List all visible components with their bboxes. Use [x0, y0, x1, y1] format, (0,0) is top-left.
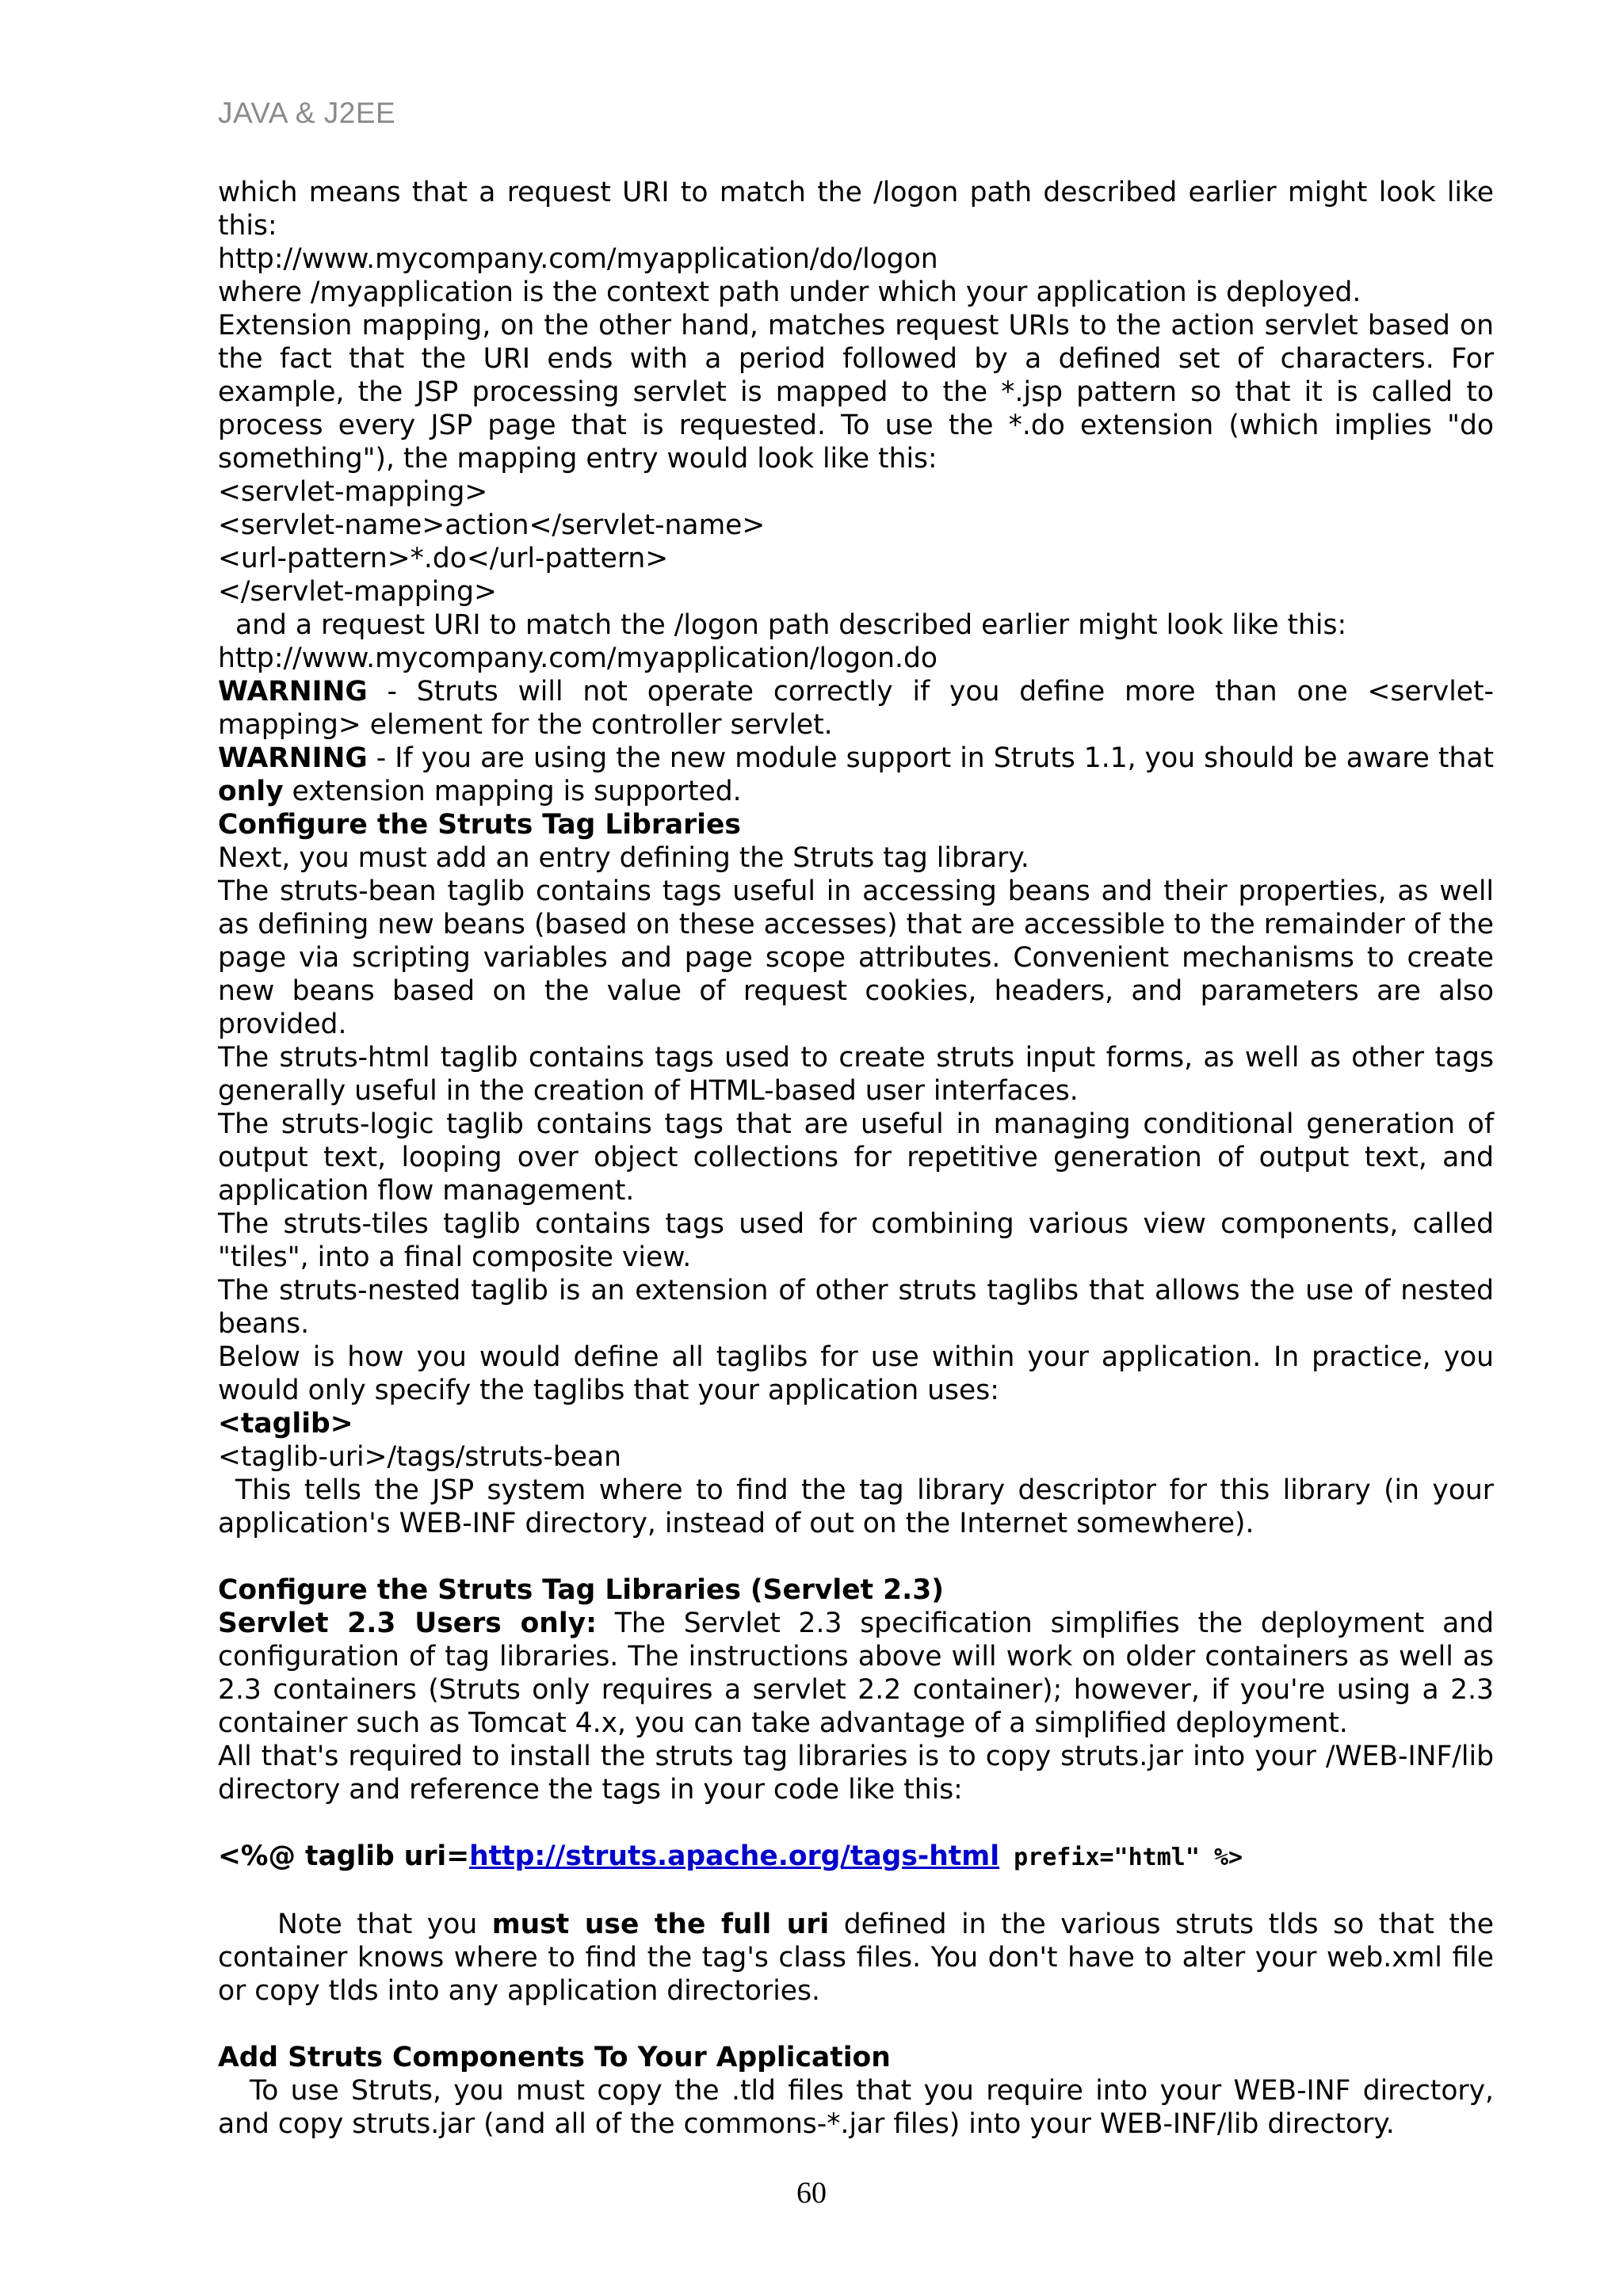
paragraph: The struts-nested taglib is an extension of other struts taglibs that allows the use of nested beans. — [218, 1275, 1494, 1340]
url-text: http://www.mycompany.com/myapplication/logon.do — [218, 643, 938, 674]
paragraph-text: The Servlet 2.3 specification simplifies the deployment and configuration of tag libraries. The instructions above will work on older containers as well as 2.3 containers (Struts only requires a servlet 2.2 container); however, if you're using a 2.3 container such as Tomcat 4.x, you can take advantage of a simplified deployment. — [218, 1608, 1494, 1739]
code-line: <taglib> — [218, 1408, 353, 1440]
code-line: <servlet-mapping> — [218, 476, 488, 508]
paragraph-text: Note that you — [277, 1909, 492, 1940]
taglib-directive — [218, 1840, 1494, 1875]
struts-uri-link[interactable]: http://struts.apache.org/tags-html — [469, 1840, 1000, 1872]
warning-text: - Struts will not operate correctly if you define more than one <servlet-mapping> element for the controller servlet. — [218, 676, 1494, 741]
spacer — [218, 1806, 1494, 1840]
page-number: 60 — [796, 2176, 827, 2210]
page-body — [218, 176, 1494, 2141]
code-line: <taglib-uri>/tags/struts-bean — [218, 1441, 621, 1473]
paragraph: This tells the JSP system where to find the tag library descriptor for this library (in your application's WEB-INF directory, instead of out on the Internet somewhere). — [218, 1474, 1494, 1539]
paragraph: and a request URI to match the /logon path described earlier might look like this: — [235, 609, 1347, 641]
warning-label: WARNING — [218, 742, 368, 774]
section-heading: Add Struts Components To Your Application — [218, 2042, 891, 2073]
directive-prefix: <%@ taglib uri= — [218, 1840, 470, 1872]
paragraph — [218, 1607, 1494, 1740]
paragraph: Next, you must add an entry defining the Struts tag library. — [218, 842, 1029, 874]
directive-suffix: prefix="html" %> — [999, 1844, 1243, 1871]
warning-text: extension mapping is supported. — [283, 776, 742, 807]
warning-note — [218, 742, 1494, 808]
spacer — [218, 1875, 1494, 1908]
emphasis-text: must use the full uri — [491, 1909, 830, 1940]
spacer — [218, 2008, 1494, 2041]
warning-label: WARNING — [218, 676, 368, 707]
emphasis-text: only — [218, 776, 284, 807]
paragraph-text: defined in the various struts tlds so that the container knows where to find the tag's class files. You don't have to alter your web.xml file or copy tlds into any application directories. — [218, 1909, 1494, 2007]
warning-text: - If you are using the new module support in Struts 1.1, you should be aware that — [367, 742, 1494, 774]
warning-note — [218, 675, 1494, 742]
paragraph: All that's required to install the struts tag libraries is to copy struts.jar into your /WEB-INF/lib directory and reference the tags in your code like this: — [218, 1741, 1494, 1806]
paragraph: which means that a request URI to match the /logon path described earlier might look like this: — [218, 177, 1494, 242]
paragraph: The struts-logic taglib contains tags that are useful in managing conditional generation of output text, looping over object collections for repetitive generation of output text, and application flow management. — [218, 1108, 1494, 1207]
code-line: <servlet-name>action</servlet-name> — [218, 509, 766, 541]
code-line: </servlet-mapping> — [218, 576, 497, 608]
spacer — [218, 1540, 1494, 1573]
lead-in-label: Servlet 2.3 Users only: — [218, 1608, 597, 1639]
code-line: <url-pattern>*.do</url-pattern> — [218, 543, 669, 574]
paragraph: The struts-bean taglib contains tags useful in accessing beans and their properties, as well as defining new beans (based on these accesses) that are accessible to the remainder of the page via scripting variables and page scope attributes. Convenient mechanisms to create new beans based on the value of request cookies, headers, and parameters are also provided. — [218, 875, 1494, 1040]
running-header: JAVA & J2EE — [218, 97, 396, 129]
paragraph: The struts-html taglib contains tags used to create struts input forms, as well as other tags generally useful in the creation of HTML-based user interfaces. — [218, 1042, 1494, 1107]
url-text: http://www.mycompany.com/myapplication/do/logon — [218, 243, 938, 275]
section-heading: Configure the Struts Tag Libraries — [218, 809, 741, 841]
paragraph: The struts-tiles taglib contains tags used for combining various view components, called "tiles", into a final composite view. — [218, 1208, 1494, 1273]
section-heading: Configure the Struts Tag Libraries (Servlet 2.3) — [218, 1574, 945, 1606]
paragraph — [218, 1908, 1494, 2008]
paragraph: Extension mapping, on the other hand, matches request URIs to the action servlet based on the fact that the URI ends with a period followed by a defined set of characters. For example, the JSP processing servlet is mapped to the *.jsp pattern so that it is called to process every JSP page that is requested. To use the *.do extension (which implies "do something"), the mapping entry would look like this: — [218, 310, 1494, 475]
paragraph: Below is how you would define all taglibs for use within your application. In practice, you would only specify the taglibs that your application uses: — [218, 1341, 1494, 1406]
paragraph: where /myapplication is the context path under which your application is deployed. — [218, 277, 1361, 308]
paragraph: To use Struts, you must copy the .tld files that you require into your WEB-INF directory, and copy struts.jar (and all of the commons-*.jar files) into your WEB-INF/lib directory. — [218, 2075, 1494, 2140]
